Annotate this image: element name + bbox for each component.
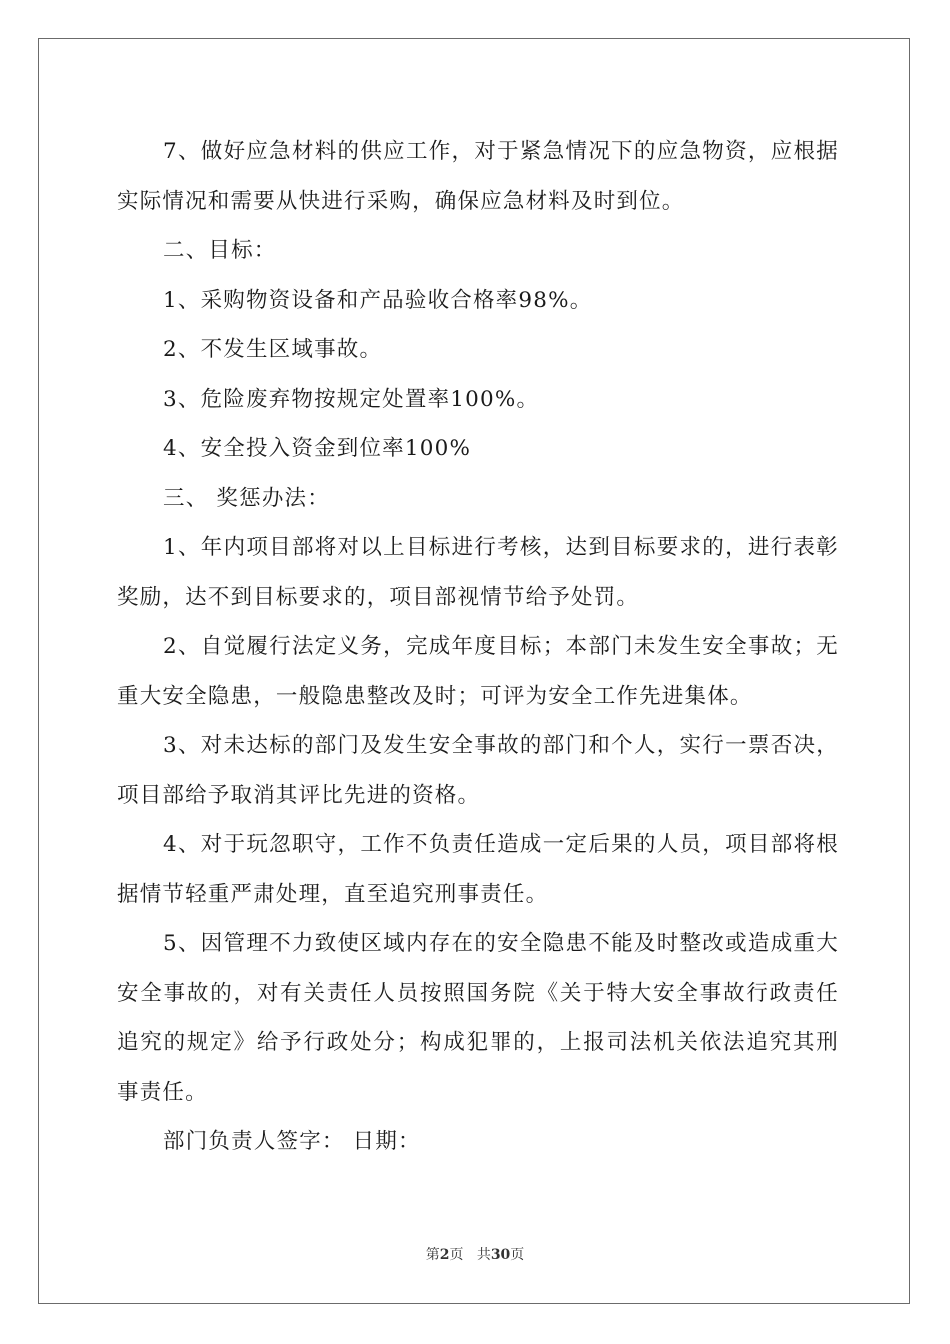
- total-suffix: 页: [510, 1247, 525, 1263]
- goal-item-1: 1、采购物资设备和产品验收合格率98%。: [163, 287, 593, 313]
- total-pages: 30: [490, 1247, 511, 1263]
- signature-line: [117, 1117, 839, 1167]
- reward-item-1: 1、年内项目部将对以上目标进行考核，达到目标要求的，进行表彰奖励，达不到目标要求的，项目部视情节给予处罚。: [117, 535, 839, 610]
- page-prefix: 第: [425, 1247, 440, 1263]
- goal-item-3: 3、危险废弃物按规定处置率100%。: [163, 386, 540, 412]
- date-label: 日期：: [352, 1129, 421, 1154]
- reward-item-4: 4、对于玩忽职守，工作不负责任造成一定后果的人员，项目部将根据情节轻重严肃处理，直至追究刑事责任。: [117, 832, 839, 907]
- goal-item-4: 4、安全投入资金到位率100%: [163, 436, 472, 461]
- total-prefix: 共: [476, 1247, 491, 1263]
- reward-item-5: 5、因管理不力致使区域内存在的安全隐患不能及时整改或造成重大安全事故的，对有关责任人员按照国务院《关于特大安全事故行政责任追究的规定》给予行政处分；构成犯罪的，上报司法机关依法追究其刑事责任。: [117, 931, 839, 1105]
- goal-item-2: 2、不发生区域事故。: [163, 337, 383, 362]
- page-suffix: 页: [449, 1247, 464, 1263]
- paragraph-item-7-supply: 7、做好应急材料的供应工作，对于紧急情况下的应急物资，应根据实际情况和需要从快进行采购，确保应急材料及时到位。: [117, 139, 839, 214]
- section-heading-goals: 二、目标：: [163, 238, 277, 263]
- section-heading-rewards: 三、 奖惩办法：: [163, 485, 330, 511]
- page-number: 2: [439, 1247, 450, 1263]
- reward-item-3: 3、对未达标的部门及发生安全事故的部门和个人，实行一票否决，项目部给予取消其评比先进的资格。: [117, 733, 839, 808]
- page-footer: [0, 1245, 950, 1265]
- document-body: [117, 127, 839, 1167]
- signature-label: 部门负责人签字：: [163, 1129, 345, 1154]
- reward-item-2: 2、自觉履行法定义务，完成年度目标；本部门未发生安全事故；无重大安全隐患，一般隐患整改及时；可评为安全工作先进集体。: [117, 634, 839, 709]
